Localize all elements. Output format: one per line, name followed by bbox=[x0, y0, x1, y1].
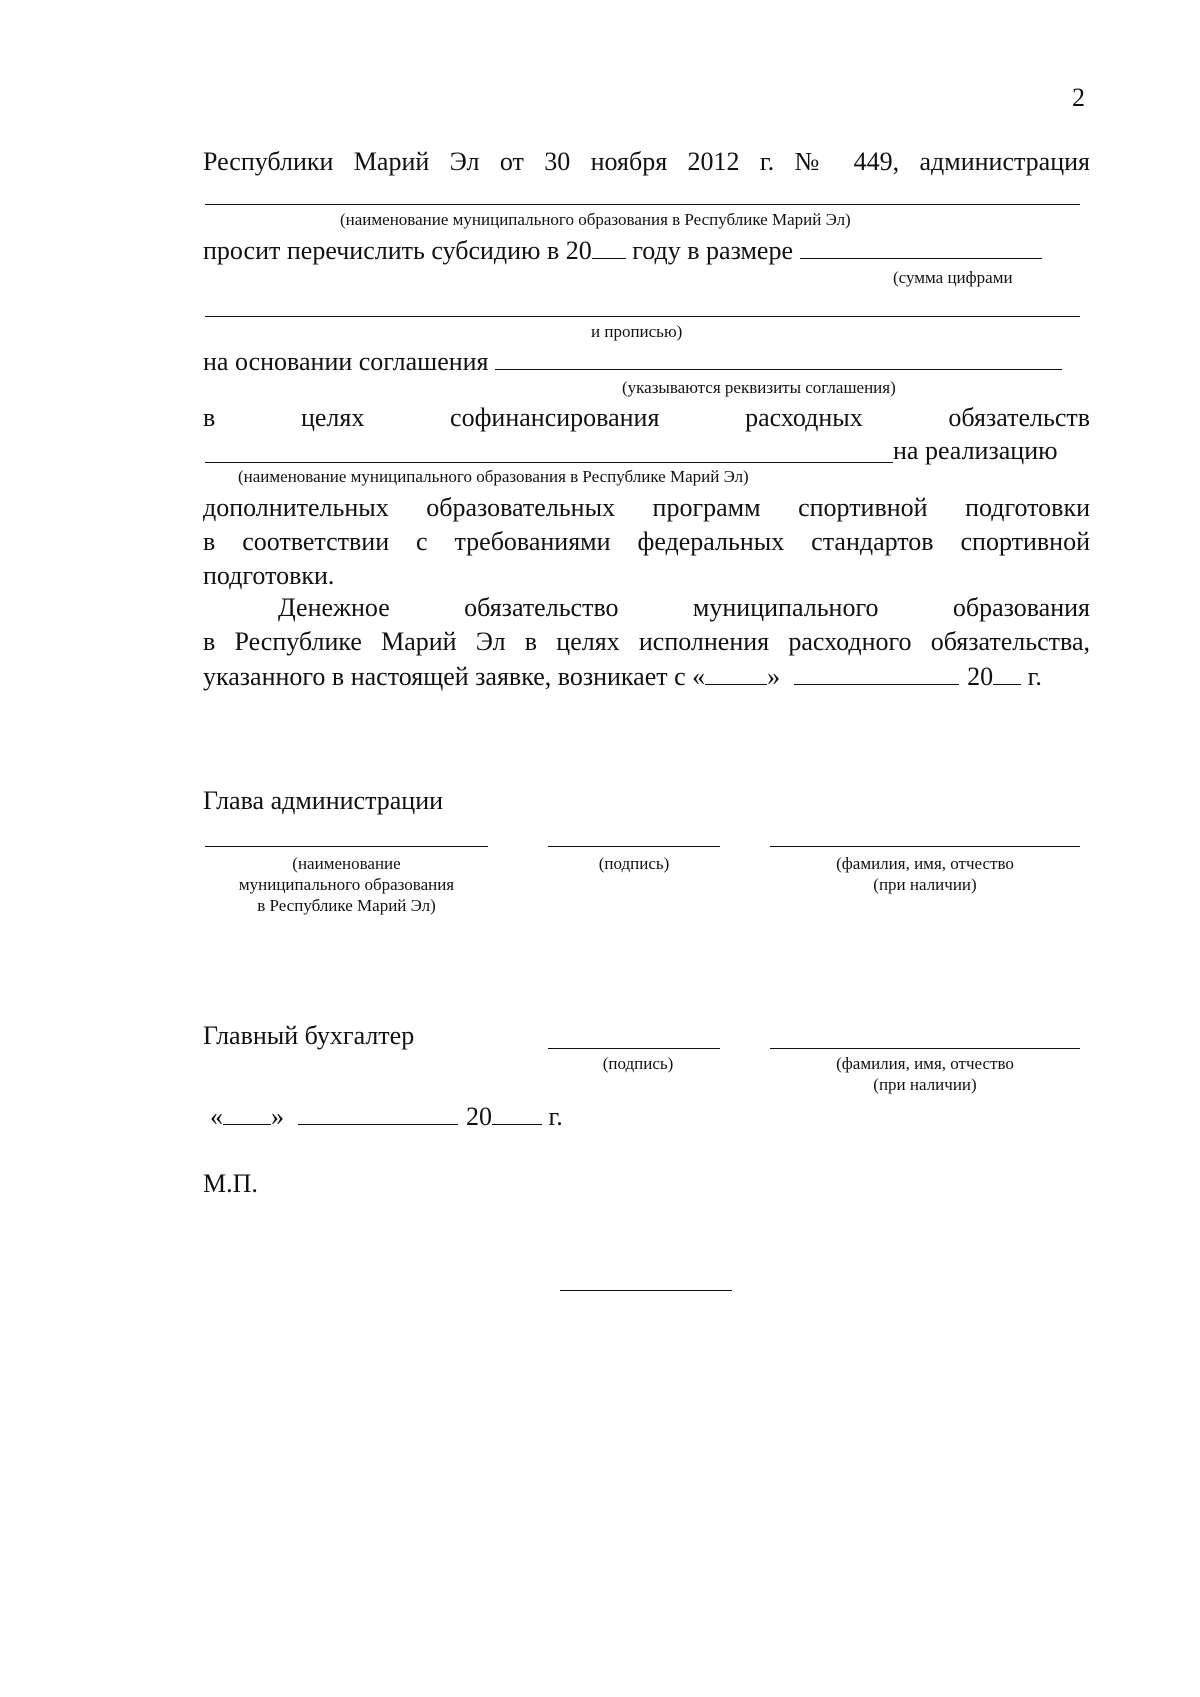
agreement-details-blank[interactable] bbox=[495, 345, 1062, 370]
stamp-place: М.П. bbox=[203, 1169, 258, 1198]
signing-date-line bbox=[210, 1100, 563, 1133]
obligation-date-line bbox=[203, 660, 1042, 693]
head-title: Глава администрации bbox=[203, 786, 444, 815]
caption-agreement: (указываются реквизиты соглашения) bbox=[622, 378, 896, 397]
head-caption-signature: (подпись) bbox=[598, 854, 670, 873]
implementation-text: на реализацию bbox=[893, 436, 1058, 465]
obligation-day-blank[interactable] bbox=[705, 660, 767, 685]
cofinancing-line: в целях софинансирования расходных обязательств bbox=[203, 403, 1090, 432]
caption-municipality-2: (наименование муниципального образования в Республике Марий Эл) bbox=[238, 467, 749, 486]
head-caption-name-l1: (наименование bbox=[292, 854, 401, 873]
head-signature-blank[interactable] bbox=[548, 846, 720, 847]
obligation-year-blank[interactable] bbox=[993, 660, 1021, 685]
head-fio-blank[interactable] bbox=[770, 846, 1080, 847]
training-line: подготовки. bbox=[203, 561, 335, 590]
municipality-blank-2[interactable] bbox=[205, 462, 893, 463]
accountant-caption-fio-l1: (фамилия, имя, отчество bbox=[836, 1054, 1014, 1073]
caption-sum-digits: (сумма цифрами bbox=[893, 268, 1013, 287]
caption-municipality: (наименование муниципального образования в Республике Марий Эл) bbox=[340, 210, 851, 229]
obligation-month-blank[interactable] bbox=[794, 660, 959, 685]
standards-line: в соответствии с требованиями федеральных стандартов спортивной bbox=[203, 527, 1090, 556]
obligation-line-3-prefix: указанного в настоящей заявке, возникает с « bbox=[203, 662, 706, 691]
accountant-title: Главный бухгалтер bbox=[203, 1021, 415, 1050]
date-year-prefix: 20 bbox=[466, 1102, 492, 1131]
date-year-blank[interactable] bbox=[492, 1100, 542, 1125]
date-year-suffix: г. bbox=[542, 1102, 563, 1131]
accountant-caption-signature: (подпись) bbox=[602, 1054, 674, 1073]
page-number: 2 bbox=[1072, 83, 1085, 112]
agreement-line-prefix: на основании соглашения bbox=[203, 347, 496, 376]
head-caption-name bbox=[205, 853, 488, 916]
accountant-caption-fio-l2: (при наличии) bbox=[873, 1075, 977, 1094]
caption-sum-words: и прописью) bbox=[591, 322, 683, 341]
subsidy-line-prefix: просит перечислить субсидию в 20 bbox=[203, 236, 592, 265]
subsidy-amount-blank[interactable] bbox=[800, 234, 1042, 259]
accountant-fio-blank[interactable] bbox=[770, 1048, 1080, 1049]
date-day-blank[interactable] bbox=[223, 1100, 271, 1125]
head-caption-fio-l2: (при наличии) bbox=[873, 875, 977, 894]
subsidy-line-middle: году в размере bbox=[625, 236, 800, 265]
subsidy-year-blank[interactable] bbox=[592, 234, 626, 259]
head-caption-fio-l1: (фамилия, имя, отчество bbox=[836, 854, 1014, 873]
obligation-line-2: в Республике Марий Эл в целях исполнения расходного обязательства, bbox=[203, 627, 1090, 656]
municipality-blank-1[interactable] bbox=[205, 204, 1080, 205]
head-municipality-blank[interactable] bbox=[205, 846, 488, 847]
head-caption-name-l2: муниципального образования bbox=[238, 875, 455, 894]
obligation-year-suffix: г. bbox=[1021, 662, 1042, 691]
date-quote-open: « bbox=[210, 1102, 223, 1131]
agreement-line bbox=[203, 345, 1062, 378]
head-caption-name-l3: в Республике Марий Эл) bbox=[257, 896, 436, 915]
sum-words-blank[interactable] bbox=[205, 316, 1080, 317]
closing-separator bbox=[560, 1290, 732, 1291]
date-quote-close: » bbox=[271, 1102, 284, 1131]
accountant-signature-blank[interactable] bbox=[548, 1048, 720, 1049]
head-caption-fio bbox=[770, 853, 1080, 895]
obligation-quote-close: » bbox=[767, 662, 781, 691]
subsidy-line bbox=[203, 234, 1042, 267]
programs-line: дополнительных образовательных программ спортивной подготовки bbox=[203, 493, 1090, 522]
accountant-caption-fio bbox=[770, 1053, 1080, 1095]
intro-line-1: Республики Марий Эл от 30 ноября 2012 г. № 449, администрация bbox=[203, 147, 1090, 176]
obligation-year-prefix: 20 bbox=[967, 662, 994, 691]
obligation-line-1: Денежное обязательство муниципального образования bbox=[278, 593, 1090, 622]
date-month-blank[interactable] bbox=[298, 1100, 458, 1125]
